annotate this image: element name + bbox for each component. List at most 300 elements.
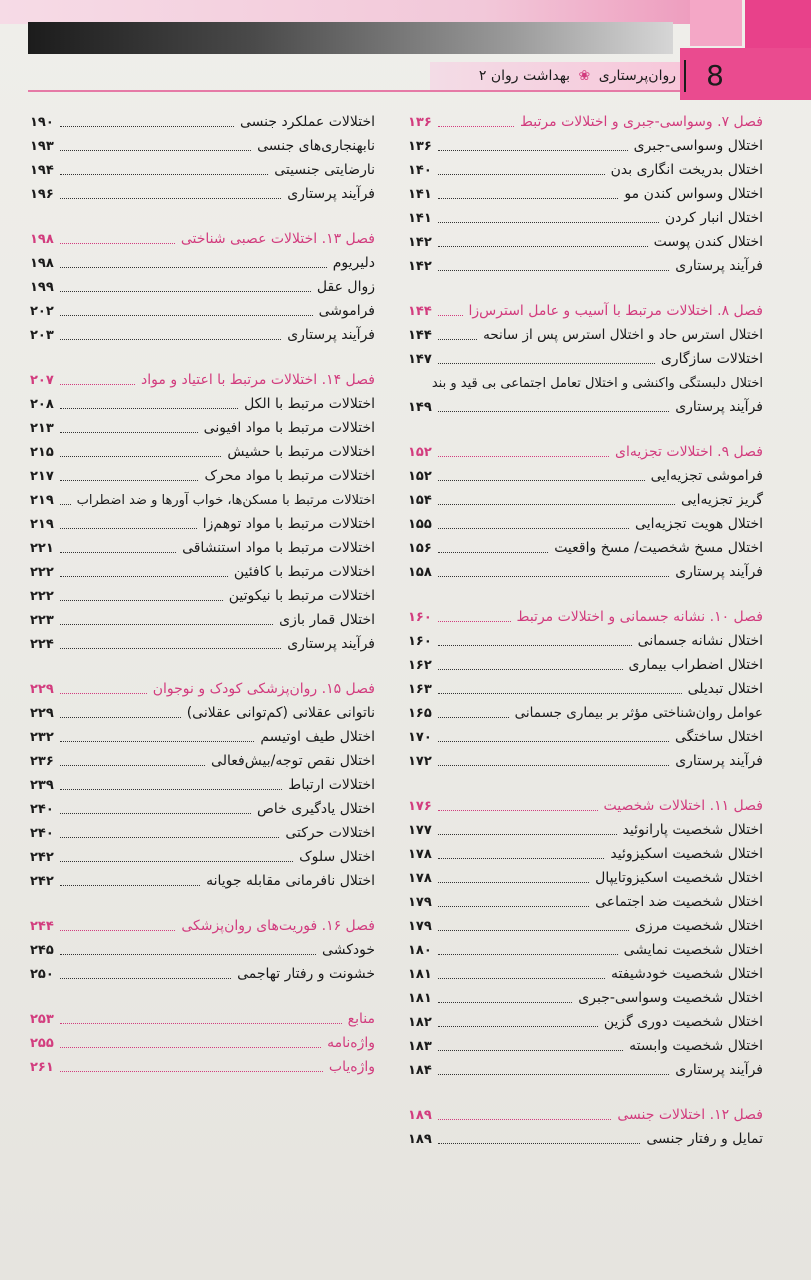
toc-entry-title: اختلالات مرتبط با الکل (244, 396, 375, 412)
toc-section (30, 677, 375, 893)
header-rule (28, 90, 680, 92)
toc-entry-page: ۱۴۲ (408, 258, 432, 274)
toc-entry[interactable] (30, 110, 375, 134)
toc-entry[interactable] (408, 395, 763, 419)
dot-leader (60, 693, 147, 694)
flower-icon: ❀ (578, 68, 591, 84)
toc-entry-page: ۱۹۶ (30, 186, 54, 202)
toc-entry-title: زوال عقل (316, 279, 375, 295)
toc-entry-title: اختلال شخصیت ضد اجتماعی (595, 894, 763, 910)
toc-entry-title: اختلال نافرمانی مقابله جویانه (206, 873, 375, 889)
dot-leader (438, 669, 623, 670)
chapter-heading-page: ۱۹۸ (30, 231, 54, 247)
chapter-heading-title: فصل ۱۱. اختلالات شخصیت (603, 798, 763, 814)
dot-leader (438, 1026, 598, 1027)
toc-entry-title: اختلال مسخ شخصیت/ مسخ واقعیت (554, 540, 763, 556)
toc-entry-page: ۱۷۸ (408, 846, 432, 862)
toc-entry-title: اختلال شخصیت اسکیزوتایپال (595, 870, 763, 886)
toc-entry[interactable] (408, 1058, 763, 1082)
toc-entry-title: خشونت و رفتار تهاجمی (237, 966, 375, 982)
toc-entry[interactable] (408, 701, 763, 725)
toc-entry[interactable] (408, 818, 763, 842)
dot-leader (438, 246, 648, 247)
toc-entry-page: ۱۳۶ (408, 138, 432, 154)
chapter-heading-title: فصل ۷. وسواسی-جبری و اختلالات مرتبط (520, 114, 763, 130)
dot-leader (438, 882, 589, 883)
toc-entry-page: ۲۱۳ (30, 420, 54, 436)
toc-entry[interactable] (30, 488, 375, 512)
dot-leader (438, 765, 669, 766)
dot-leader (438, 174, 605, 175)
toc-entry-title: اختلال شخصیت وابسته (629, 1038, 763, 1054)
toc-entry-page: ۲۴۲ (30, 849, 54, 865)
dot-leader (438, 834, 617, 835)
corner-pink-block-light (690, 0, 742, 46)
toc-entry-page: ۱۷۰ (408, 729, 432, 745)
toc-entry-title: ناتوانی عقلانی (کم‌توانی عقلانی) (186, 705, 375, 721)
toc-entry-title: اختلال بدریخت انگاری بدن (610, 162, 763, 178)
toc-entry[interactable] (30, 773, 375, 797)
toc-entry[interactable] (30, 323, 375, 347)
toc-entry[interactable] (408, 560, 763, 584)
dot-leader (60, 1047, 321, 1048)
dot-leader (438, 645, 632, 646)
toc-entry-page: ۱۹۹ (30, 279, 54, 295)
toc-entry[interactable] (30, 392, 375, 416)
dot-leader (60, 528, 197, 529)
toc-entry-page: ۱۹۰ (30, 114, 54, 130)
dot-leader (60, 384, 135, 385)
toc-section (30, 914, 375, 986)
toc-entry[interactable] (30, 632, 375, 656)
chapter-heading-title: فصل ۱۳. اختلالات عصبی شناختی (180, 231, 375, 247)
dot-leader (60, 624, 273, 625)
toc-entry-title: فرآیند پرستاری (675, 753, 763, 769)
toc-entry-page: ۱۷۸ (408, 870, 432, 886)
chapter-heading[interactable] (30, 677, 375, 701)
dot-leader (438, 1119, 612, 1120)
toc-section (30, 368, 375, 656)
dot-leader (60, 765, 205, 766)
toc-entry[interactable] (30, 821, 375, 845)
dot-leader (438, 456, 609, 457)
top-pink-band (0, 0, 690, 24)
toc-entry[interactable] (408, 182, 763, 206)
chapter-heading-page: ۱۸۹ (408, 1107, 432, 1123)
toc-entry-title: اختلال انبار کردن (664, 210, 763, 226)
toc-entry[interactable] (408, 230, 763, 254)
toc-entry-title: اختلال تبدیلی (687, 681, 763, 697)
toc-entry-page: ۲۲۲ (30, 588, 54, 604)
toc-entry-title: اختلال وسواس کندن مو (624, 186, 763, 202)
toc-entry[interactable] (30, 416, 375, 440)
toc-entry-page: ۱۶۳ (408, 681, 432, 697)
toc-entry[interactable] (30, 560, 375, 584)
toc-entry-title: اختلالات مرتبط با کافئین (233, 564, 375, 580)
chapter-heading[interactable] (408, 794, 763, 818)
toc-entry-title: اختلال نشانه جسمانی (637, 633, 763, 649)
toc-entry-page: ۱۷۹ (408, 894, 432, 910)
dot-leader (60, 339, 281, 340)
toc-entry[interactable] (408, 488, 763, 512)
toc-entry[interactable] (408, 914, 763, 938)
toc-entry-page: ۱۹۸ (30, 255, 54, 271)
toc-entry[interactable] (30, 275, 375, 299)
toc-entry-page: ۱۹۳ (30, 138, 54, 154)
chapter-heading[interactable] (408, 605, 763, 629)
toc-entry-title: فرآیند پرستاری (287, 636, 375, 652)
dot-leader (60, 408, 238, 409)
chapter-heading[interactable] (408, 110, 763, 134)
dot-leader (438, 717, 509, 718)
toc-entry-page: ۱۸۰ (408, 942, 432, 958)
toc-entry[interactable] (30, 749, 375, 773)
dot-leader (438, 339, 477, 340)
toc-entry[interactable] (30, 797, 375, 821)
toc-entry-page: ۲۲۴ (30, 636, 54, 652)
chapter-heading[interactable] (30, 227, 375, 251)
toc-entry-title: فرآیند پرستاری (675, 399, 763, 415)
dot-leader (438, 198, 619, 199)
toc-entry-page: ۱۸۱ (408, 966, 432, 982)
toc-entry[interactable] (30, 938, 375, 962)
toc-entry[interactable] (408, 536, 763, 560)
dot-leader (438, 693, 682, 694)
dot-leader (60, 837, 280, 838)
page-number: 8 (706, 59, 724, 92)
chapter-heading-page: ۱۷۶ (408, 798, 432, 814)
back-matter-entry-page: ۲۵۵ (30, 1035, 54, 1051)
toc-entry-title: اختلال سلوک (299, 849, 375, 865)
toc-entry-title: اختلال شخصیت وسواسی-جبری (578, 990, 763, 1006)
back-matter-entry-title: واژه‌یاب (328, 1059, 375, 1075)
toc-entry[interactable] (408, 725, 763, 749)
toc-entry[interactable] (30, 440, 375, 464)
dot-leader (438, 741, 669, 742)
dot-leader (438, 126, 514, 127)
toc-entry-title: فرآیند پرستاری (287, 186, 375, 202)
toc-entry-page: ۲۴۰ (30, 825, 54, 841)
toc-entry-page: ۱۵۲ (408, 468, 432, 484)
toc-entry[interactable] (30, 182, 375, 206)
toc-entry[interactable] (30, 584, 375, 608)
toc-entry-page: ۲۰۸ (30, 396, 54, 412)
toc-entry-page: ۲۱۹ (30, 516, 54, 532)
toc-entry[interactable] (30, 536, 375, 560)
dot-leader (438, 621, 511, 622)
toc-entry-title: خودکشی (322, 942, 375, 958)
toc-section (30, 227, 375, 347)
dot-leader (60, 576, 228, 577)
toc-entry-page: ۲۴۵ (30, 942, 54, 958)
toc-entry-title: اختلال هویت تجزیه‌ایی (635, 516, 763, 532)
dot-leader (60, 717, 181, 718)
toc-entry[interactable] (408, 323, 763, 347)
toc-entry-title: اختلالات مرتبط با مواد استنشاقی (182, 540, 375, 556)
toc-entry[interactable] (30, 299, 375, 323)
toc-entry[interactable] (30, 725, 375, 749)
toc-entry-title: عوامل روان‌شناختی مؤثر بر بیماری جسمانی (514, 705, 763, 721)
toc-entry[interactable] (408, 254, 763, 278)
toc-entry-page: ۲۵۰ (30, 966, 54, 982)
toc-entry-title: اختلال شخصیت مرزی (634, 918, 763, 934)
dot-leader (60, 741, 255, 742)
toc-entry[interactable] (408, 512, 763, 536)
book-title: روان‌پرستاری (598, 68, 676, 84)
toc-entry[interactable] (408, 1127, 763, 1151)
toc-entry[interactable] (408, 206, 763, 230)
toc-entry-page: ۲۲۹ (30, 705, 54, 721)
dot-leader (438, 1002, 572, 1003)
dot-leader (60, 552, 176, 553)
toc-entry-page: ۲۴۲ (30, 873, 54, 889)
toc-entry-title: گریز تجزیه‌ایی (681, 492, 763, 508)
toc-entry-page: ۲۴۰ (30, 801, 54, 817)
chapter-heading[interactable] (30, 914, 375, 938)
toc-entry-title: فرآیند پرستاری (675, 1062, 763, 1078)
toc-entry-title: اختلالات عملکرد جنسی (240, 114, 375, 130)
toc-entry-title: اختلال اضطراب بیماری (628, 657, 763, 673)
toc-entry-page: ۱۸۳ (408, 1038, 432, 1054)
toc-entry[interactable] (30, 251, 375, 275)
toc-entry-title: اختلال طیف اوتیسم (260, 729, 375, 745)
chapter-heading-title: فصل ۸. اختلالات مرتبط با آسیب و عامل استرس‌زا (468, 303, 763, 319)
chapter-heading[interactable] (30, 368, 375, 392)
toc-entry-title: فراموشی تجزیه‌ایی (650, 468, 763, 484)
toc-entry[interactable] (408, 842, 763, 866)
dot-leader (438, 150, 628, 151)
toc-section (30, 110, 375, 206)
dot-leader (60, 198, 281, 199)
chapter-heading[interactable] (408, 440, 763, 464)
toc-entry-page: ۱۴۱ (408, 210, 432, 226)
back-matter-entry[interactable] (30, 1031, 375, 1055)
toc-entry[interactable] (408, 1034, 763, 1058)
back-matter-entry-page: ۲۶۱ (30, 1059, 54, 1075)
chapter-heading-page: ۲۰۷ (30, 372, 54, 388)
chapter-heading-page: ۲۲۹ (30, 681, 54, 697)
toc-entry[interactable] (30, 464, 375, 488)
toc-entry-page: ۱۴۰ (408, 162, 432, 178)
chapter-heading[interactable] (408, 1103, 763, 1127)
toc-entry[interactable] (408, 629, 763, 653)
dot-leader (438, 858, 605, 859)
dot-leader (438, 222, 659, 223)
toc-entry[interactable] (30, 134, 375, 158)
dot-leader (60, 1023, 342, 1024)
toc-entry-title: اختلالات مرتبط با نیکوتین (228, 588, 375, 604)
toc-entry-page: ۲۳۶ (30, 753, 54, 769)
toc-entry-page: ۱۴۱ (408, 186, 432, 202)
toc-entry-title: اختلال شخصیت دوری گزین (603, 1014, 763, 1030)
dot-leader (438, 906, 589, 907)
dot-leader (60, 813, 251, 814)
toc-entry[interactable] (30, 869, 375, 893)
toc-entry-title: فرآیند پرستاری (675, 258, 763, 274)
dot-leader (438, 1143, 641, 1144)
toc-entry-page: ۱۵۸ (408, 564, 432, 580)
toc-entry-title: اختلالات مرتبط با مواد محرک (204, 468, 375, 484)
toc-entry-title: اختلال شخصیت نمایشی (623, 942, 763, 958)
toc-entry[interactable] (408, 890, 763, 914)
dot-leader (60, 432, 198, 433)
running-header (436, 64, 676, 88)
chapter-heading[interactable] (408, 299, 763, 323)
dot-leader (438, 810, 598, 811)
dot-leader (438, 315, 463, 316)
dot-leader (60, 930, 176, 931)
toc-entry-title: نارضایتی جنسیتی (274, 162, 375, 178)
toc-entry-title: اختلال نقص توجه/بیش‌فعالی (211, 753, 375, 769)
toc-right-column (408, 110, 763, 1172)
toc-entry-page: ۱۵۴ (408, 492, 432, 508)
chapter-heading-title: فصل ۹. اختلالات تجزیه‌ای (615, 444, 763, 460)
toc-entry-title: اختلال دلبستگی واکنشی و اختلال تعامل اجتماعی بی قید و بند (431, 375, 763, 391)
toc-entry-title: نابهنجاری‌های جنسی (257, 138, 375, 154)
toc-entry-page: ۲۱۹ (30, 492, 54, 508)
toc-section (408, 1103, 763, 1151)
toc-entry[interactable] (408, 749, 763, 773)
dot-leader (60, 648, 281, 649)
toc-section (408, 440, 763, 584)
toc-entry[interactable] (408, 464, 763, 488)
toc-section (408, 299, 763, 419)
dot-leader (438, 978, 605, 979)
dot-leader (60, 291, 311, 292)
toc-entry[interactable] (408, 371, 763, 395)
book-subtitle: بهداشت روان ۲ (478, 68, 571, 84)
toc-entry-page: ۱۸۹ (408, 1131, 432, 1147)
toc-entry[interactable] (408, 938, 763, 962)
toc-entry-page: ۲۳۹ (30, 777, 54, 793)
back-matter-entry[interactable] (30, 1055, 375, 1079)
toc-entry-title: اختلال وسواسی-جبری (633, 138, 763, 154)
toc-entry-title: دلیریوم (332, 255, 375, 271)
dot-leader (438, 1074, 669, 1075)
toc-entry-title: اختلالات مرتبط با مسکن‌ها، خواب آورها و ضد اضطراب (76, 492, 375, 508)
toc-entry-page: ۲۲۱ (30, 540, 54, 556)
toc-entry-title: اختلالات ارتباط (288, 777, 375, 793)
toc-entry-page: ۱۶۰ (408, 633, 432, 649)
chapter-heading-title: فصل ۱۰. نشانه جسمانی و اختلالات مرتبط (516, 609, 763, 625)
dot-leader (438, 576, 669, 577)
toc-entry[interactable] (408, 986, 763, 1010)
toc-section (30, 1007, 375, 1079)
toc-entry-page: ۱۴۲ (408, 234, 432, 250)
dot-leader (60, 456, 222, 457)
toc-entry-page: ۱۹۴ (30, 162, 54, 178)
toc-entry-page: ۱۵۵ (408, 516, 432, 532)
toc-entry[interactable] (30, 158, 375, 182)
header-divider (684, 60, 686, 92)
toc-entry-page: ۱۴۹ (408, 399, 432, 415)
toc-entry-page: ۱۴۴ (408, 327, 432, 343)
toc-entry[interactable] (30, 608, 375, 632)
toc-entry-title: اختلال ساختگی (674, 729, 763, 745)
dot-leader (60, 315, 313, 316)
dot-leader (60, 126, 234, 127)
chapter-heading-page: ۱۶۰ (408, 609, 432, 625)
chapter-heading-title: فصل ۱۲. اختلالات جنسی (617, 1107, 763, 1123)
toc-entry[interactable] (408, 653, 763, 677)
toc-section (408, 794, 763, 1082)
toc-left-column (30, 110, 375, 1100)
dot-leader (60, 861, 293, 862)
dot-leader (438, 504, 675, 505)
toc-entry-page: ۲۰۲ (30, 303, 54, 319)
toc-section (408, 605, 763, 773)
toc-entry-page: ۲۲۲ (30, 564, 54, 580)
toc-entry-title: اختلالات مرتبط با مواد افیونی (203, 420, 375, 436)
chapter-heading-title: فصل ۱۶. فوریت‌های روان‌پزشکی (181, 918, 375, 934)
toc-entry-page: ۲۰۳ (30, 327, 54, 343)
toc-entry[interactable] (408, 158, 763, 182)
dot-leader (60, 954, 316, 955)
chapter-heading-title: فصل ۱۴. اختلالات مرتبط با اعتیاد و مواد (141, 372, 375, 388)
toc-entry[interactable] (408, 962, 763, 986)
toc-entry[interactable] (408, 866, 763, 890)
toc-entry-page: ۱۷۹ (408, 918, 432, 934)
toc-entry-page: ۱۸۱ (408, 990, 432, 1006)
toc-entry[interactable] (30, 962, 375, 986)
toc-entry-page: ۱۸۲ (408, 1014, 432, 1030)
toc-entry-page: ۱۶۵ (408, 705, 432, 721)
dot-leader (60, 600, 223, 601)
toc-entry[interactable] (30, 845, 375, 869)
toc-section (408, 110, 763, 278)
back-matter-entry-title: واژه‌نامه (327, 1035, 375, 1051)
toc-entry-title: اختلال شخصیت خودشیفته (611, 966, 763, 982)
toc-entry-page: ۱۴۷ (408, 351, 432, 367)
chapter-heading-page: ۱۴۴ (408, 303, 432, 319)
dot-leader (438, 552, 548, 553)
dot-leader (438, 363, 655, 364)
toc-entry-title: فرآیند پرستاری (287, 327, 375, 343)
chapter-heading-page: ۱۵۲ (408, 444, 432, 460)
toc-entry-title: اختلالات سازگاری (660, 351, 763, 367)
toc-entry-page: ۲۲۳ (30, 612, 54, 628)
toc-entry[interactable] (408, 347, 763, 371)
dot-leader (438, 954, 618, 955)
chapter-heading-page: ۲۴۴ (30, 918, 54, 934)
toc-entry[interactable] (408, 677, 763, 701)
dot-leader (438, 528, 629, 529)
dot-leader (438, 411, 669, 412)
toc-entry[interactable] (408, 1010, 763, 1034)
dot-leader (60, 504, 71, 505)
toc-entry-page: ۱۷۷ (408, 822, 432, 838)
toc-entry-title: اختلالات مرتبط با مواد توهم‌زا (202, 516, 375, 532)
toc-entry-title: اختلال شخصیت اسکیزوئید (610, 846, 763, 862)
toc-entry-page: ۱۸۴ (408, 1062, 432, 1078)
toc-entry-page: ۱۶۲ (408, 657, 432, 673)
toc-entry-title: اختلالات حرکتی (285, 825, 375, 841)
toc-entry-title: تمایل و رفتار جنسی (646, 1131, 763, 1147)
back-matter-entry[interactable] (30, 1007, 375, 1031)
chapter-heading-title: فصل ۱۵. روان‌پزشکی کودک و نوجوان (152, 681, 375, 697)
back-matter-entry-title: منابع (347, 1011, 375, 1027)
dot-leader (60, 789, 282, 790)
dot-leader (60, 174, 268, 175)
toc-entry[interactable] (30, 701, 375, 725)
toc-entry[interactable] (408, 134, 763, 158)
toc-entry-title: اختلال شخصیت پارانوئید (622, 822, 763, 838)
toc-entry[interactable] (30, 512, 375, 536)
toc-entry-title: فرآیند پرستاری (675, 564, 763, 580)
dot-leader (438, 270, 669, 271)
toc-entry-page: ۲۱۷ (30, 468, 54, 484)
dot-leader (60, 150, 251, 151)
